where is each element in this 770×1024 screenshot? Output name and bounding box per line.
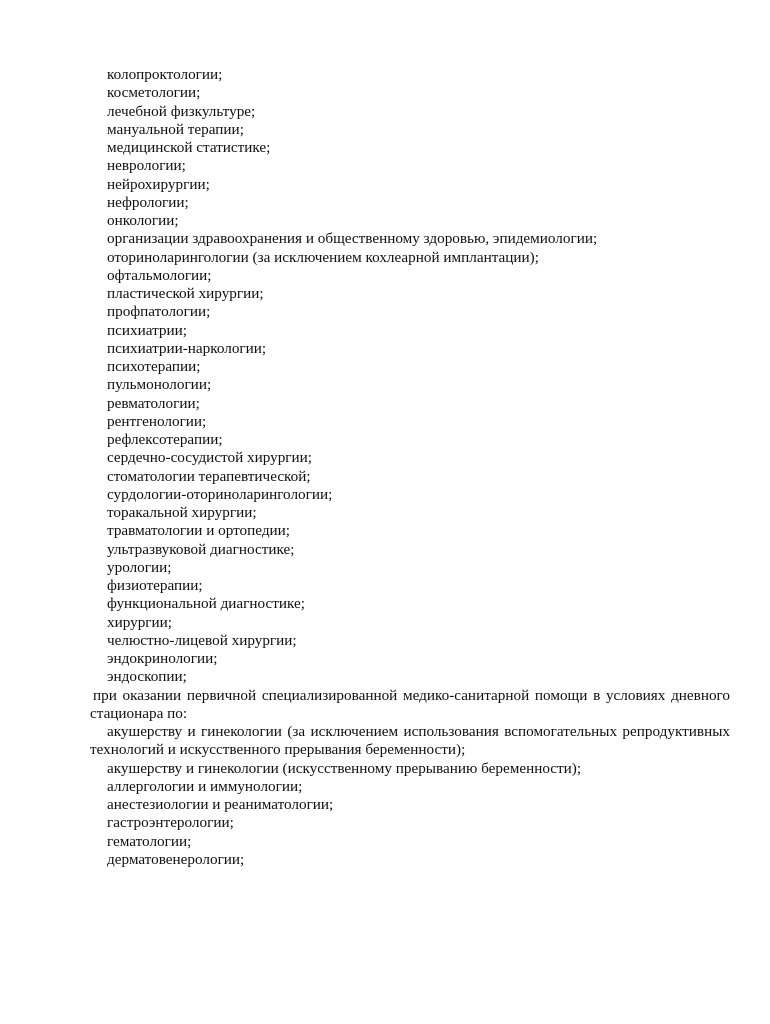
- list-item: медицинской статистике;: [107, 139, 271, 156]
- list-item: рефлексотерапии;: [107, 431, 223, 448]
- list-item: психиатрии-наркологии;: [107, 339, 267, 357]
- list-item: хирургии;: [107, 613, 173, 631]
- document-page: [90, 66, 730, 869]
- list-item: челюстно-лицевой хирургии;: [107, 631, 297, 649]
- list-item: торакальной хирургии;: [107, 504, 257, 521]
- list-item: организации здравоохранения и общественному здоровью, эпидемиологии;: [107, 230, 598, 248]
- list-item: ультразвуковой диагностике;: [107, 540, 295, 558]
- list-item: косметологии;: [107, 84, 201, 102]
- list-item: лечебной физкультуре;: [107, 102, 256, 120]
- list-item: функциональной диагностике;: [107, 595, 305, 613]
- section-heading-line-2: стационара по:: [90, 704, 188, 722]
- list-item: ревматологии;: [107, 394, 200, 412]
- list-item: травматологии и ортопедии;: [107, 522, 291, 540]
- specialty-list-a: [90, 66, 730, 687]
- list-item: эндоскопии;: [107, 668, 187, 686]
- list-item: урологии;: [107, 558, 172, 576]
- list-item: стоматологии терапевтической;: [107, 467, 311, 485]
- list-item: офтальмологии;: [107, 266, 212, 284]
- list-item: оториноларингологии (за исключением кохлеарной имплантации);: [107, 248, 539, 266]
- list-item: анестезиологии и реаниматологии;: [107, 796, 334, 813]
- list-item: пластической хирургии;: [107, 285, 264, 302]
- list-item: аллергологии и иммунологии;: [107, 777, 303, 795]
- list-item: психиатрии;: [107, 321, 187, 339]
- obstetrics-item-line-1: акушерству и гинекологии (за исключением использования вспомогательных репродуктивных: [107, 723, 730, 740]
- list-item: эндокринологии;: [107, 650, 218, 667]
- list-item: неврологии;: [107, 157, 186, 175]
- list-item: нейрохирургии;: [107, 175, 210, 193]
- obstetrics-item-line-2: технологий и искусственного прерывания беременности);: [90, 741, 466, 759]
- list-item: дерматовенерологии;: [107, 850, 245, 868]
- list-item: акушерству и гинекологии (искусственному прерыванию беременности);: [107, 759, 582, 777]
- list-item: физиотерапии;: [107, 577, 203, 594]
- list-item: сурдологии-оториноларингологии;: [107, 485, 333, 503]
- list-item: пульмонологии;: [107, 376, 212, 394]
- list-item: гастроэнтерологии;: [107, 814, 234, 832]
- list-item: профпатологии;: [107, 303, 211, 321]
- list-item: онкологии;: [107, 212, 179, 229]
- list-item: сердечно-сосудистой хирургии;: [107, 449, 313, 467]
- list-item: гематологии;: [107, 832, 192, 850]
- list-item: рентгенологии;: [107, 412, 207, 430]
- list-item: колопроктологии;: [107, 66, 223, 83]
- list-item: нефрологии;: [107, 193, 189, 211]
- list-item: мануальной терапии;: [107, 120, 244, 138]
- list-item: психотерапии;: [107, 358, 201, 375]
- section-heading-line-1: при оказании первичной специализированной медико-санитарной помощи в условиях дневного: [93, 686, 730, 704]
- specialty-list-b: [90, 760, 730, 870]
